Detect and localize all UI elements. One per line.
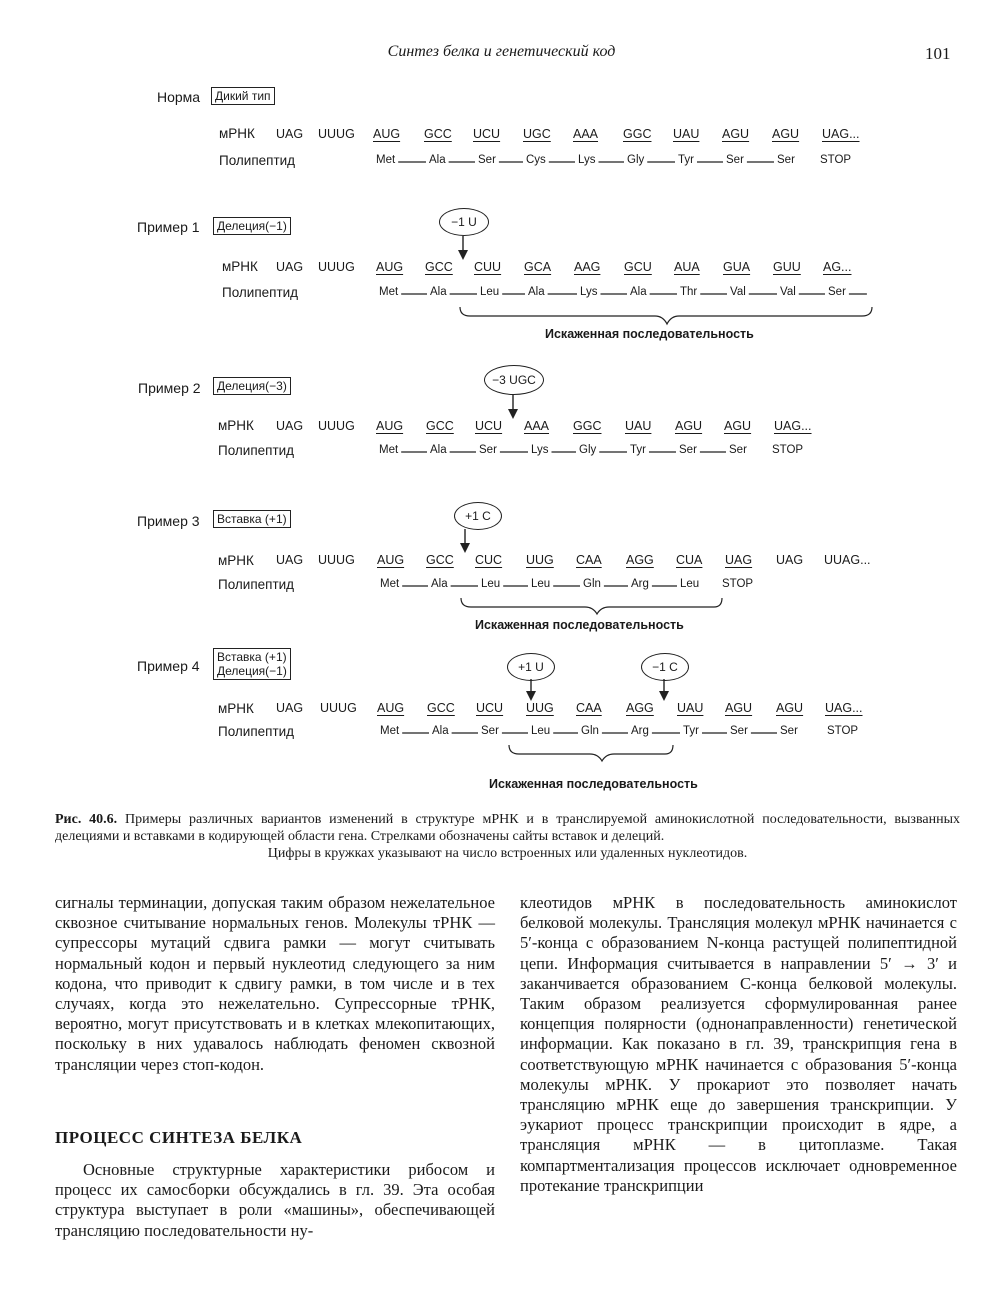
- arrowhead-icon: [508, 409, 518, 419]
- amino-acid: STOP: [827, 725, 859, 737]
- codon: UUG: [526, 701, 554, 715]
- running-header: Синтез белка и генетический код: [387, 43, 616, 60]
- codon: UAU: [625, 419, 652, 433]
- codon: AAG: [574, 260, 601, 274]
- codon: AGU: [724, 419, 752, 433]
- leader-codon: UAG: [276, 419, 304, 433]
- codon: UCU: [475, 419, 503, 433]
- arrowhead-icon: [458, 250, 468, 260]
- codon: GCA: [524, 260, 552, 274]
- amino-acid: Val: [730, 286, 746, 298]
- mutation-box-insertion: Вставка (+1): [213, 510, 291, 528]
- codon: UUG: [526, 553, 554, 567]
- mrna-label: мРНК: [222, 259, 258, 274]
- codon: AGU: [725, 701, 753, 715]
- amino-acid: Ala: [432, 725, 449, 737]
- amino-acid: Gln: [581, 725, 599, 737]
- amino-acid: Ser: [828, 286, 846, 298]
- codon: CAA: [576, 701, 602, 715]
- arrowhead-icon: [526, 691, 536, 701]
- amino-acid: Ser: [730, 725, 748, 737]
- section-heading: ПРОЦЕСС СИНТЕЗА БЕЛКА: [55, 1128, 303, 1147]
- codon: GGC: [623, 127, 652, 141]
- amino-acid: Ser: [729, 444, 747, 456]
- mutation-circle: −3 UGC: [484, 365, 544, 395]
- codon: UAG...: [822, 127, 860, 141]
- distortion-brace: [509, 745, 673, 761]
- amino-acid: Ser: [478, 154, 496, 166]
- amino-acid: Tyr: [630, 444, 646, 456]
- codon: UUAG...: [824, 553, 871, 567]
- amino-acid: Thr: [680, 286, 698, 298]
- leader-codon: UUUG: [320, 701, 357, 715]
- amino-acid: Ser: [481, 725, 499, 737]
- distorted-sequence-label: Искаженная последовательность: [475, 618, 684, 632]
- amino-acid: Met: [380, 578, 400, 590]
- mrna-label: мРНК: [218, 701, 254, 716]
- leader-codon: UUUG: [318, 127, 355, 141]
- amino-acid: Met: [380, 725, 400, 737]
- amino-acid: Cys: [526, 154, 546, 166]
- mutation-circle: +1 U: [507, 653, 555, 681]
- codon: AGG: [626, 701, 654, 715]
- amino-acid: Ala: [430, 286, 447, 298]
- codon: UAU: [677, 701, 704, 715]
- codon: CUU: [474, 260, 502, 274]
- amino-acid: Tyr: [683, 725, 699, 737]
- leader-codon: UAG: [276, 260, 304, 274]
- polypeptide-label: Полипептид: [219, 153, 296, 168]
- leader-codon: UUUG: [318, 553, 355, 567]
- codon: AGG: [626, 553, 654, 567]
- distorted-sequence-label: Искаженная последовательность: [489, 777, 698, 791]
- row-title-example-1: Пример 1: [137, 219, 200, 235]
- mrna-label: мРНК: [218, 553, 254, 568]
- codon: GGC: [573, 419, 602, 433]
- amino-acid: Ser: [479, 444, 497, 456]
- amino-acid: Met: [379, 444, 399, 456]
- distortion-brace: [460, 307, 872, 324]
- amino-acid: Lys: [531, 444, 549, 456]
- amino-acid: Lys: [580, 286, 598, 298]
- amino-acid: Leu: [531, 725, 551, 737]
- row-title-norm: Норма: [157, 89, 201, 105]
- amino-acid: Val: [780, 286, 796, 298]
- amino-acid: STOP: [772, 444, 804, 456]
- codon: AG...: [823, 260, 852, 274]
- amino-acid: Leu: [531, 578, 551, 590]
- amino-acid: STOP: [820, 154, 852, 166]
- paragraph: сигналы терминации, допуская таким образом нежелательное сквозное считывание нормальных генов. Молекулы тРНК — супрессоры мутаций сдвига рамки — могут считывать нормальный кодон и первый нуклеотид следующего за ним кодона, что приводит к сдвигу рамки, в том числе и в тех случаях, когда это нежелательно. Супрессорные тРНК, вероятно, могут присутствовать и в клетках млекопитающих, поскольку в них удавалось наблюдать феномен сквозной трансляции через стоп-кодон.: [55, 893, 495, 1074]
- mutation-box-insertion-deletion: Вставка (+1) Делеция(−1): [213, 648, 291, 680]
- codon: UAG...: [774, 419, 812, 433]
- codon: UGC: [523, 127, 551, 141]
- amino-acid: Ala: [528, 286, 545, 298]
- paragraph: Основные структурные характеристики рибосом и процесс их самосборки обсуждались в гл. 39. Эта особая структура выступает в роли «машины», обеспечивающей трансляцию последовательности ну-: [55, 1160, 495, 1240]
- leader-codon: UAG: [276, 127, 304, 141]
- caption-text-2: Цифры в кружках указывают на число встроенных или удаленных нуклеотидов.: [267, 846, 748, 861]
- codon: GUU: [773, 260, 801, 274]
- amino-acid: Leu: [680, 578, 700, 590]
- codon: GCC: [427, 701, 455, 715]
- amino-acid: Arg: [631, 725, 649, 737]
- codon: AUG: [377, 701, 405, 715]
- polypeptide-label: Полипептид: [218, 577, 295, 592]
- mutation-circle: +1 C: [454, 502, 502, 530]
- polypeptide-label: Полипептид: [222, 285, 299, 300]
- arrowhead-icon: [659, 691, 669, 701]
- leader-codon: UUUG: [318, 260, 355, 274]
- amino-acid: Met: [379, 286, 399, 298]
- codon: AUG: [376, 260, 404, 274]
- row-title-example-4: Пример 4: [137, 658, 200, 674]
- row-title-example-2: Пример 2: [138, 380, 201, 396]
- codon: AGU: [776, 701, 804, 715]
- codon: AUA: [674, 260, 700, 274]
- codon: CUC: [475, 553, 503, 567]
- codon: AGU: [675, 419, 703, 433]
- codon: UCU: [473, 127, 501, 141]
- amino-acid: Ser: [726, 154, 744, 166]
- codon: UAU: [673, 127, 700, 141]
- mutation-box-wildtype: Дикий тип: [211, 87, 275, 105]
- paragraph: клеотидов мРНК в последовательность аминокислот белковой молекулы. Трансляция молекул мРНК начинается с 5′-конца с образованием N-конца растущей полипептидной цепи. Информация считывается в направлении 5′ → 3′ и заканчивается образованием С-конца белковой молекулы. Таким образом реализуется сформулированная ранее концепция полярности (однонаправленности) генетической информации. Как показано в гл. 39, транскрипция гена в соответствующую мРНК начинается с образования 5′-конца молекулы мРНК. У прокариот это позволяет начать трансляцию мРНК еще до завершения транскрипции. У эукариот процесс транскрипции происходит в ядре, а трансляция мРНК — в цитоплазме. Такая компартментализация процессов исключает одновременное протекание транскрипции: [520, 893, 957, 1195]
- leader-codon: UAG: [276, 701, 304, 715]
- leader-codon: UUUG: [318, 419, 355, 433]
- codon: GUA: [723, 260, 751, 274]
- amino-acid: Ser: [780, 725, 798, 737]
- amino-acid: Gly: [627, 154, 645, 166]
- mutation-box-deletion: Делеция(−1): [213, 217, 291, 235]
- right-column: [520, 893, 957, 1196]
- codon: UAG...: [825, 701, 863, 715]
- row-title-example-3: Пример 3: [137, 513, 200, 529]
- figure-caption: [55, 811, 960, 862]
- page-number: 101: [925, 44, 951, 63]
- leader-codon: UAG: [276, 553, 304, 567]
- caption-label: Рис. 40.6.: [55, 812, 118, 827]
- codon: AUG: [377, 553, 405, 567]
- caption-text: Примеры различных вариантов изменений в структуре мРНК и в транслируемой аминокислотной последовательности, вызванных делециями и вставками в кодирующей области гена. Стрелками обозначены сайты вставок и делеций.: [55, 812, 960, 844]
- polypeptide-label: Полипептид: [218, 443, 295, 458]
- codon: UCU: [476, 701, 504, 715]
- codon: AUG: [373, 127, 401, 141]
- arrowhead-icon: [460, 543, 470, 553]
- left-column: [55, 893, 495, 1075]
- distorted-sequence-label: Искаженная последовательность: [545, 327, 754, 341]
- amino-acid: Gln: [583, 578, 601, 590]
- distortion-brace: [461, 598, 722, 614]
- codon: CAA: [576, 553, 602, 567]
- codon: AAA: [573, 127, 599, 141]
- codon: GCC: [424, 127, 452, 141]
- amino-acid: STOP: [722, 578, 754, 590]
- mutation-circle: −1 U: [439, 208, 489, 236]
- polypeptide-label: Полипептид: [218, 724, 295, 739]
- codon: AAA: [524, 419, 550, 433]
- amino-acid: Ala: [630, 286, 647, 298]
- amino-acid: Ser: [679, 444, 697, 456]
- codon: GCU: [624, 260, 652, 274]
- amino-acid: Ala: [429, 154, 446, 166]
- codon: AGU: [722, 127, 750, 141]
- codon: GCC: [425, 260, 453, 274]
- codon: CUA: [676, 553, 703, 567]
- codon: GCC: [426, 419, 454, 433]
- codon: UAG: [725, 553, 753, 567]
- mutation-box-deletion: Делеция(−3): [213, 377, 291, 395]
- amino-acid: Tyr: [678, 154, 694, 166]
- amino-acid: Lys: [578, 154, 596, 166]
- amino-acid: Ser: [777, 154, 795, 166]
- mrna-label: мРНК: [219, 126, 255, 141]
- left-column-continued: [55, 1160, 495, 1241]
- codon: GCC: [426, 553, 454, 567]
- codon: AUG: [376, 419, 404, 433]
- amino-acid: Met: [376, 154, 396, 166]
- amino-acid: Ala: [431, 578, 448, 590]
- amino-acid: Gly: [579, 444, 597, 456]
- mrna-label: мРНК: [218, 418, 254, 433]
- amino-acid: Arg: [631, 578, 649, 590]
- codon: UAG: [776, 553, 804, 567]
- mutation-circle: −1 C: [641, 653, 689, 681]
- amino-acid: Ala: [430, 444, 447, 456]
- codon: AGU: [772, 127, 800, 141]
- amino-acid: Leu: [481, 578, 501, 590]
- amino-acid: Leu: [480, 286, 500, 298]
